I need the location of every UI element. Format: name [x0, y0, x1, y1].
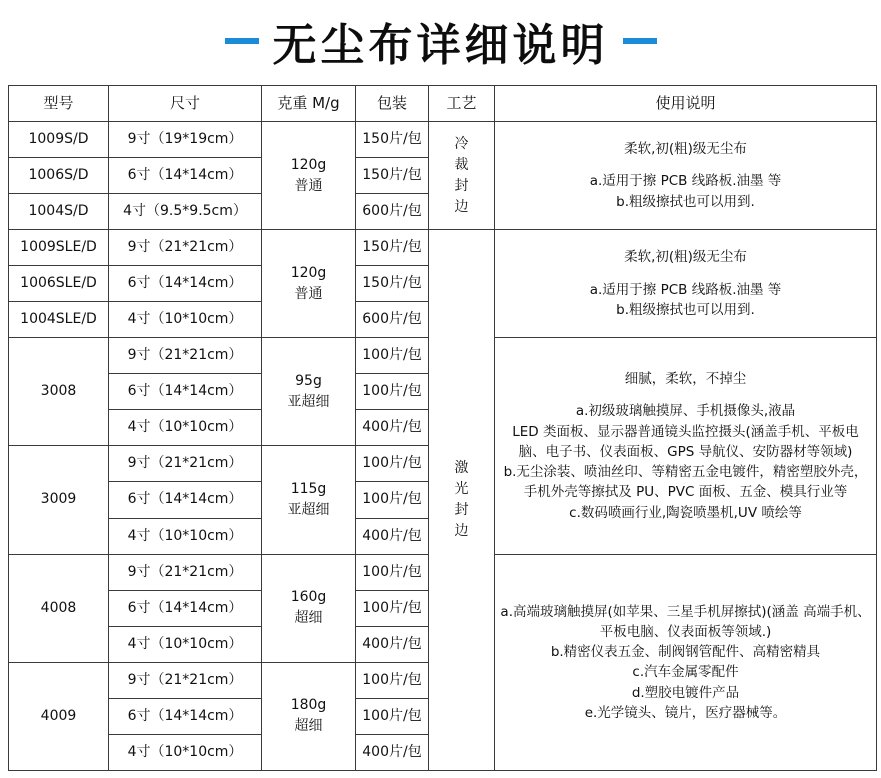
title-left-accent-bar — [225, 38, 259, 44]
process-char: 封 — [454, 502, 469, 519]
header-size: 尺寸 — [109, 86, 262, 122]
size-cell: 4寸（10*10cm） — [109, 410, 262, 446]
weight-value: 115g — [290, 480, 327, 497]
usage-line: b.粗级擦拭也可以用到. — [616, 193, 755, 210]
weight-value: 120g — [290, 156, 327, 173]
size-cell: 9寸（21*21cm） — [109, 662, 262, 698]
weight-grade: 亚超细 — [287, 501, 330, 518]
header-packaging: 包装 — [356, 86, 429, 122]
weight-cell — [262, 338, 356, 446]
table-row — [9, 230, 877, 266]
usage-line: b.无尘涂装、喷油丝印、等精密五金电镀件，精密塑胶外壳，手机外壳等擦拭及 PU、PVC 面板、五金、模具行业等 — [503, 464, 868, 501]
pack-cell: 600片/包 — [356, 194, 429, 230]
size-cell: 9寸（21*21cm） — [109, 554, 262, 590]
weight-grade: 普通 — [294, 285, 323, 302]
size-cell: 9寸（21*21cm） — [109, 446, 262, 482]
pack-cell: 400片/包 — [356, 626, 429, 662]
weight-grade: 亚超细 — [287, 393, 330, 410]
usage-cell-2 — [495, 230, 877, 338]
page-title: 无尘布详细说明 — [272, 20, 609, 71]
usage-line: d.塑胶电镀件产品 — [631, 684, 740, 701]
usage-line: b.粗级擦拭也可以用到. — [616, 301, 755, 318]
usage-line: LED 类面板、显示器普通镜头监控摄头(涵盖手机、平板电脑、电子书、仪表面板、GPS 导航仪、安防器材等领域) — [512, 423, 859, 460]
weight-value: 180g — [290, 697, 327, 714]
process-char: 裁 — [454, 156, 469, 173]
header-process: 工艺 — [429, 86, 495, 122]
spec-table — [8, 85, 877, 771]
process-char: 光 — [454, 481, 469, 498]
weight-grade: 超细 — [294, 610, 323, 627]
weight-cell — [262, 446, 356, 554]
usage-title: 柔软,初(粗)级无尘布 — [624, 249, 747, 266]
size-cell: 4寸（10*10cm） — [109, 302, 262, 338]
weight-value: 95g — [295, 372, 322, 389]
weight-cell — [262, 122, 356, 230]
usage-line: a.初级玻璃触摸屏、手机摄像头,液晶 — [575, 403, 796, 420]
model-cell: 1006SLE/D — [9, 266, 109, 302]
model-cell: 3009 — [9, 446, 109, 554]
model-cell: 4009 — [9, 662, 109, 770]
weight-cell — [262, 230, 356, 338]
pack-cell: 100片/包 — [356, 662, 429, 698]
pack-cell: 150片/包 — [356, 158, 429, 194]
size-cell: 6寸（14*14cm） — [109, 374, 262, 410]
usage-title: 细腻，柔软，不掉尘 — [624, 371, 747, 388]
pack-cell: 400片/包 — [356, 734, 429, 770]
pack-cell: 150片/包 — [356, 266, 429, 302]
pack-cell: 100片/包 — [356, 338, 429, 374]
pack-cell: 100片/包 — [356, 698, 429, 734]
process-cold-cut-cell — [429, 122, 495, 230]
size-cell: 9寸（21*21cm） — [109, 230, 262, 266]
process-char: 冷 — [454, 135, 469, 152]
size-cell: 9寸（19*19cm） — [109, 122, 262, 158]
model-cell: 1009S/D — [9, 122, 109, 158]
weight-grade: 普通 — [294, 177, 323, 194]
size-cell: 4寸（9.5*9.5cm） — [109, 194, 262, 230]
model-cell: 1006S/D — [9, 158, 109, 194]
size-cell: 9寸（21*21cm） — [109, 338, 262, 374]
header-usage: 使用说明 — [495, 86, 877, 122]
pack-cell: 150片/包 — [356, 122, 429, 158]
size-cell: 6寸（14*14cm） — [109, 590, 262, 626]
pack-cell: 100片/包 — [356, 482, 429, 518]
usage-line: a.适用于擦 PCB 线路板.油墨 等 — [589, 173, 782, 190]
size-cell: 4寸（10*10cm） — [109, 734, 262, 770]
size-cell: 6寸（14*14cm） — [109, 158, 262, 194]
pack-cell: 100片/包 — [356, 446, 429, 482]
usage-line: e.光学镜头、镜片，医疗器械等。 — [584, 704, 787, 721]
weight-cell — [262, 662, 356, 770]
model-cell: 3008 — [9, 338, 109, 446]
usage-cell-1 — [495, 122, 877, 230]
model-cell: 1009SLE/D — [9, 230, 109, 266]
size-cell: 4寸（10*10cm） — [109, 518, 262, 554]
weight-value: 160g — [290, 589, 327, 606]
process-char: 边 — [454, 198, 469, 215]
pack-cell: 400片/包 — [356, 410, 429, 446]
process-char: 激 — [454, 460, 469, 477]
size-cell: 4寸（10*10cm） — [109, 626, 262, 662]
table-row — [9, 122, 877, 158]
pack-cell: 600片/包 — [356, 302, 429, 338]
usage-line: b.精密仪表五金、制阀钢管配件、高精密精具 — [550, 644, 821, 661]
pack-cell: 100片/包 — [356, 590, 429, 626]
pack-cell: 400片/包 — [356, 518, 429, 554]
model-cell: 4008 — [9, 554, 109, 662]
usage-line: c.汽车金属零配件 — [632, 664, 739, 681]
size-cell: 6寸（14*14cm） — [109, 698, 262, 734]
weight-grade: 超细 — [294, 718, 323, 735]
weight-cell — [262, 554, 356, 662]
model-cell: 1004S/D — [9, 194, 109, 230]
weight-value: 120g — [290, 264, 327, 281]
pack-cell: 100片/包 — [356, 554, 429, 590]
model-cell: 1004SLE/D — [9, 302, 109, 338]
usage-line: c.数码喷画行业,陶瓷喷墨机,UV 喷绘等 — [569, 504, 802, 521]
usage-line: a.高端玻璃触摸屏(如苹果、三星手机屏擦拭)(涵盖 高端手机、平板电脑、仪表面板等领域.) — [500, 603, 871, 640]
size-cell: 6寸（14*14cm） — [109, 266, 262, 302]
process-laser-cell — [429, 230, 495, 771]
process-char: 边 — [454, 523, 469, 540]
usage-cell-3 — [495, 338, 877, 554]
size-cell: 6寸（14*14cm） — [109, 482, 262, 518]
process-char: 封 — [454, 177, 469, 194]
usage-line: a.适用于擦 PCB 线路板.油墨 等 — [589, 281, 782, 298]
header-weight: 克重 M/g — [262, 86, 356, 122]
pack-cell: 150片/包 — [356, 230, 429, 266]
title-right-accent-bar — [623, 38, 657, 44]
usage-title: 柔软,初(粗)级无尘布 — [624, 141, 747, 158]
usage-cell-4 — [495, 554, 877, 770]
pack-cell: 100片/包 — [356, 374, 429, 410]
header-model: 型号 — [9, 86, 109, 122]
page-title-area — [0, 0, 881, 82]
